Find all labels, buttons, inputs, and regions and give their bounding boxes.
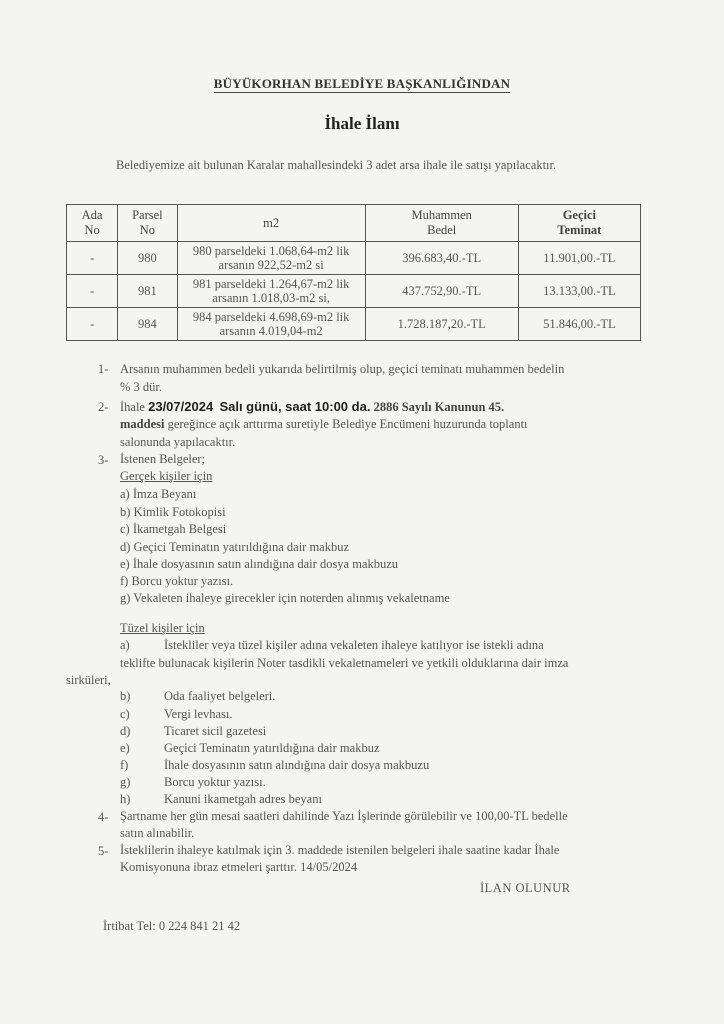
table-header-row xyxy=(67,205,641,242)
list-item: Geçici Teminatın yatırıldığına dair makbuz xyxy=(164,741,380,755)
item-1-number: 1- xyxy=(98,362,109,376)
item-2-line-3: salonunda yapılacaktır. xyxy=(120,435,236,449)
list-item: g) Vekaleten ihaleye girecekler için noterden alınmış vekaletname xyxy=(120,591,450,605)
item-4-number: 4- xyxy=(98,810,109,824)
cell-bedel: 396.683,40.-TL xyxy=(365,242,518,275)
item-5-line-2: Komisyonuna ibraz etmeleri şarttır. 14/05/2024 xyxy=(120,860,358,874)
list-item: İhale dosyasının satın alındığına dair dosya makbuzu xyxy=(164,758,430,772)
item-2-number: 2- xyxy=(98,400,109,414)
cell-ada: - xyxy=(67,275,118,308)
item-2-line-2: maddesi gereğince açık arttırma suretiyle Belediye Encümeni huzurunda toplantı xyxy=(120,417,528,431)
item-1-line-2: % 3 dür. xyxy=(120,380,163,394)
list-item-letter: g) xyxy=(120,775,131,789)
table-row xyxy=(67,275,641,308)
cell-bedel: 437.752,90.-TL xyxy=(365,275,518,308)
item-3-number: 3- xyxy=(98,453,109,467)
cell-teminat: 13.133,00.-TL xyxy=(518,275,640,308)
auction-time: Salı günü, saat 10:00 da. xyxy=(219,399,371,414)
list-item-letter: d) xyxy=(120,724,131,738)
document-title: İhale İlanı xyxy=(324,114,400,133)
list-item-letter: e) xyxy=(120,741,130,755)
list-item: f) Borcu yoktur yazısı. xyxy=(120,574,234,588)
cell-ada: - xyxy=(67,242,118,275)
list-item: c) İkametgah Belgesi xyxy=(120,522,227,536)
list-item: d) Geçici Teminatın yatırıldığına dair makbuz xyxy=(120,540,350,554)
item-4-line-1: Şartname her gün mesai saatleri dahilinde Yazı İşlerinde görülebilir ve 100,00-TL bedelle xyxy=(120,809,568,823)
list-item-letter: h) xyxy=(120,792,131,806)
item-5-line-1: İsteklilerin ihaleye katılmak için 3. maddede istenilen belgeleri ihale saatine kadar İhale xyxy=(120,843,560,857)
item-1-line-1: Arsanın muhammen bedeli yukarıda belirtilmiş olup, geçici teminatı muhammen bedelin xyxy=(120,362,565,376)
list-item-letter: b) xyxy=(120,689,131,703)
auction-date: 23/07/2024 xyxy=(148,399,214,414)
contact-phone: İrtibat Tel: 0 224 841 21 42 xyxy=(103,919,241,933)
cell-parsel: 980 xyxy=(118,242,177,275)
list-item-letter: c) xyxy=(120,707,130,721)
list-item: Borcu yoktur yazısı. xyxy=(164,775,266,789)
cell-m2: 980 parseldeki 1.068,64-m2 lik arsanın 922,52-m2 si xyxy=(177,242,365,275)
item-2-line-1: İhale 23/07/2024 Salı günü, saat 10:00 da. 2886 Sayılı Kanunun 45. xyxy=(120,399,505,414)
list-item: Vergi levhası. xyxy=(164,707,233,721)
list-item: e) İhale dosyasının satın alındığına dair dosya makbuzu xyxy=(120,557,399,571)
header-ada: Ada No xyxy=(67,205,118,242)
cell-parsel: 981 xyxy=(118,275,177,308)
table-row xyxy=(67,308,641,341)
organization-heading: BÜYÜKORHAN BELEDİYE BAŞKANLIĞINDAN xyxy=(213,76,511,91)
list-item: b) Kimlik Fotokopisi xyxy=(120,505,226,519)
announcement-closing: İLAN OLUNUR xyxy=(480,881,571,895)
header-parsel: Parsel No xyxy=(118,205,177,242)
legal-persons-title: Tüzel kişiler için xyxy=(120,621,205,635)
tuzel-a-line-2: teklifte bulunacak kişilerin Noter tasdikli vekaletnameleri ve yetkili olduklarına dair imza xyxy=(120,656,569,670)
list-item-letter: f) xyxy=(120,758,129,772)
header-m2: m2 xyxy=(177,205,365,242)
item-5-number: 5- xyxy=(98,844,109,858)
parcel-table xyxy=(66,204,641,341)
list-item: Ticaret sicil gazetesi xyxy=(164,724,267,738)
cell-m2: 981 parseldeki 1.264,67-m2 lik arsanın 1.018,03-m2 si, xyxy=(177,275,365,308)
list-item: a) İmza Beyanı xyxy=(120,487,197,501)
tuzel-a-letter: a) xyxy=(120,638,130,652)
header-bedel: Muhammen Bedel xyxy=(365,205,518,242)
tuzel-a-line-1: İstekliler veya tüzel kişiler adına vekaleten ihaleye katılıyor ise istekli adına xyxy=(164,638,544,652)
intro-paragraph: Belediyemize ait bulunan Karalar mahallesindeki 3 adet arsa ihale ile satışı yapılacaktır. xyxy=(116,158,557,172)
list-item: Oda faaliyet belgeleri. xyxy=(164,689,276,703)
cell-teminat: 51.846,00.-TL xyxy=(518,308,640,341)
cell-teminat: 11.901,00.-TL xyxy=(518,242,640,275)
cell-m2: 984 parseldeki 4.698,69-m2 lik arsanın 4.019,04-m2 xyxy=(177,308,365,341)
item-4-line-2: satın alınabilir. xyxy=(120,826,195,840)
cell-ada: - xyxy=(67,308,118,341)
cell-parsel: 984 xyxy=(118,308,177,341)
tuzel-a-line-3: sirküleri, xyxy=(66,673,111,687)
table-row xyxy=(67,242,641,275)
real-persons-title: Gerçek kişiler için xyxy=(120,469,213,483)
required-documents-title: İstenen Belgeler; xyxy=(120,452,206,466)
list-item: Kanuni ikametgah adres beyanı xyxy=(164,792,322,806)
header-teminat: Geçici Teminat xyxy=(518,205,640,242)
cell-bedel: 1.728.187,20.-TL xyxy=(365,308,518,341)
